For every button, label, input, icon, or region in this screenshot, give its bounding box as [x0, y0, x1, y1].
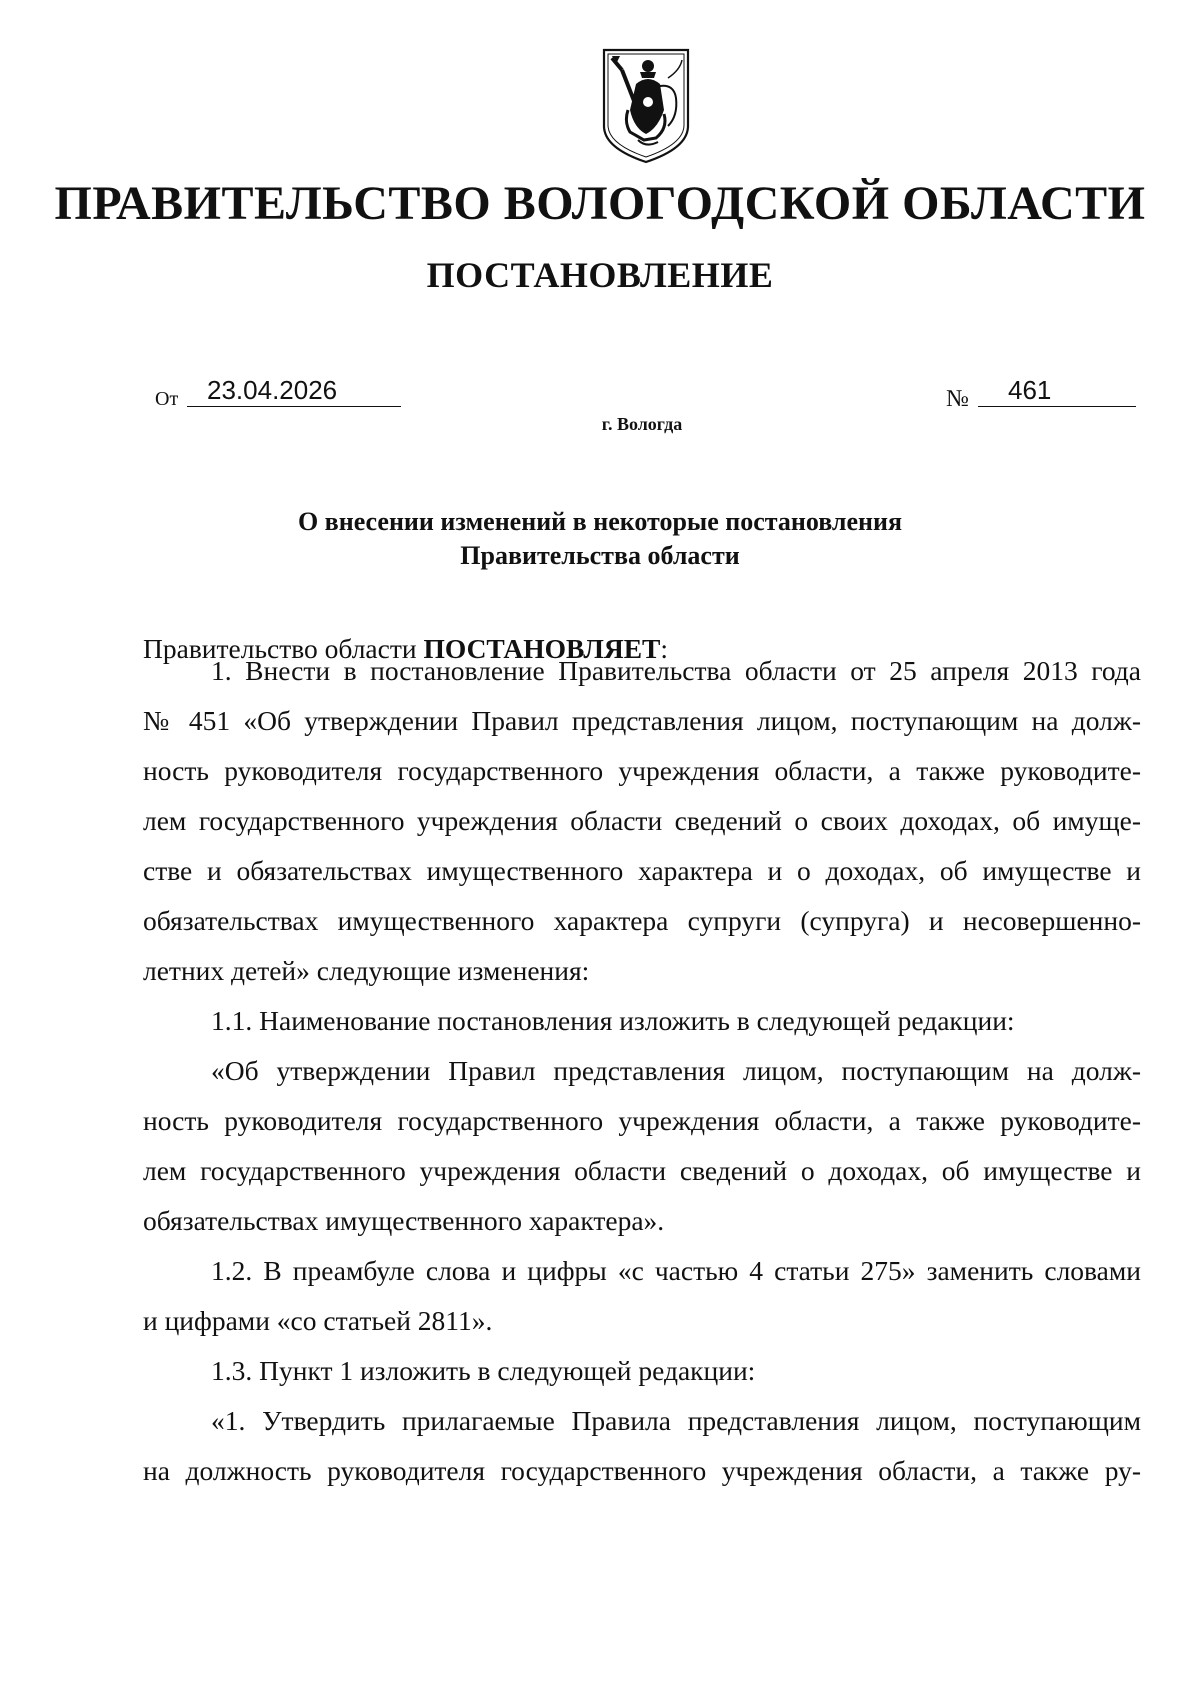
- document-number: 461: [978, 374, 1136, 407]
- body-line: 1. Внести в постановление Правительства области от 25 апреля 2013 года: [211, 655, 1141, 686]
- resolve-verb: ПОСТАНОВЛЯЕТ: [423, 633, 661, 664]
- subject-line: О внесении изменений в некоторые постановления: [297, 507, 903, 536]
- body-line: «Об утверждении Правил представления лицом, поступающим на долж-: [211, 1055, 1141, 1086]
- body-line: ность руководителя государственного учреждения области, а также руководите-: [143, 1105, 1141, 1136]
- body-line: летних детей» следующие изменения:: [143, 955, 590, 986]
- document-type: ПОСТАНОВЛЕНИЕ: [426, 255, 774, 295]
- date-prefix: От: [155, 388, 179, 410]
- body-line: обязательствах имущественного характера супруги (супруга) и несовершенно-: [143, 905, 1141, 936]
- subject-line: Правительства области: [460, 541, 740, 570]
- body-line: № 451 «Об утверждении Правил представления лицом, поступающим на долж-: [143, 705, 1141, 736]
- body-line: 1.1. Наименование постановления изложить в следующей редакции:: [211, 1005, 1015, 1036]
- body-line: стве и обязательствах имущественного характера и о доходах, об имуществе и: [143, 855, 1141, 886]
- coat-of-arms-icon: [598, 44, 694, 166]
- number-prefix: №: [946, 386, 969, 412]
- body-line: «1. Утвердить прилагаемые Правила представления лицом, поступающим: [211, 1405, 1141, 1436]
- city: г. Вологда: [601, 414, 683, 434]
- body-line: на должность руководителя государственного учреждения области, а также ру-: [143, 1455, 1141, 1486]
- body-line: лем государственного учреждения области сведений о своих доходах, об имуще-: [143, 805, 1141, 836]
- body-line: лем государственного учреждения области сведений о доходах, об имуществе и: [143, 1155, 1141, 1186]
- document-subject: [0, 505, 1200, 573]
- body-line: 1.3. Пункт 1 изложить в следующей редакции:: [211, 1355, 756, 1386]
- body-line: обязательствах имущественного характера».: [143, 1205, 665, 1236]
- body-line: и цифрами «со статьей 2811».: [143, 1305, 493, 1336]
- body-line: 1.2. В преамбуле слова и цифры «с частью 4 статьи 275» заменить словами: [211, 1255, 1141, 1286]
- resolve-colon: :: [660, 633, 669, 664]
- body-line: ность руководителя государственного учреждения области, а также руководите-: [143, 755, 1141, 786]
- resolve-intro: Правительство области: [143, 633, 424, 664]
- government-title: ПРАВИТЕЛЬСТВО ВОЛОГОДСКОЙ ОБЛАСТИ: [54, 177, 1146, 230]
- document-date: 23.04.2026: [187, 374, 401, 407]
